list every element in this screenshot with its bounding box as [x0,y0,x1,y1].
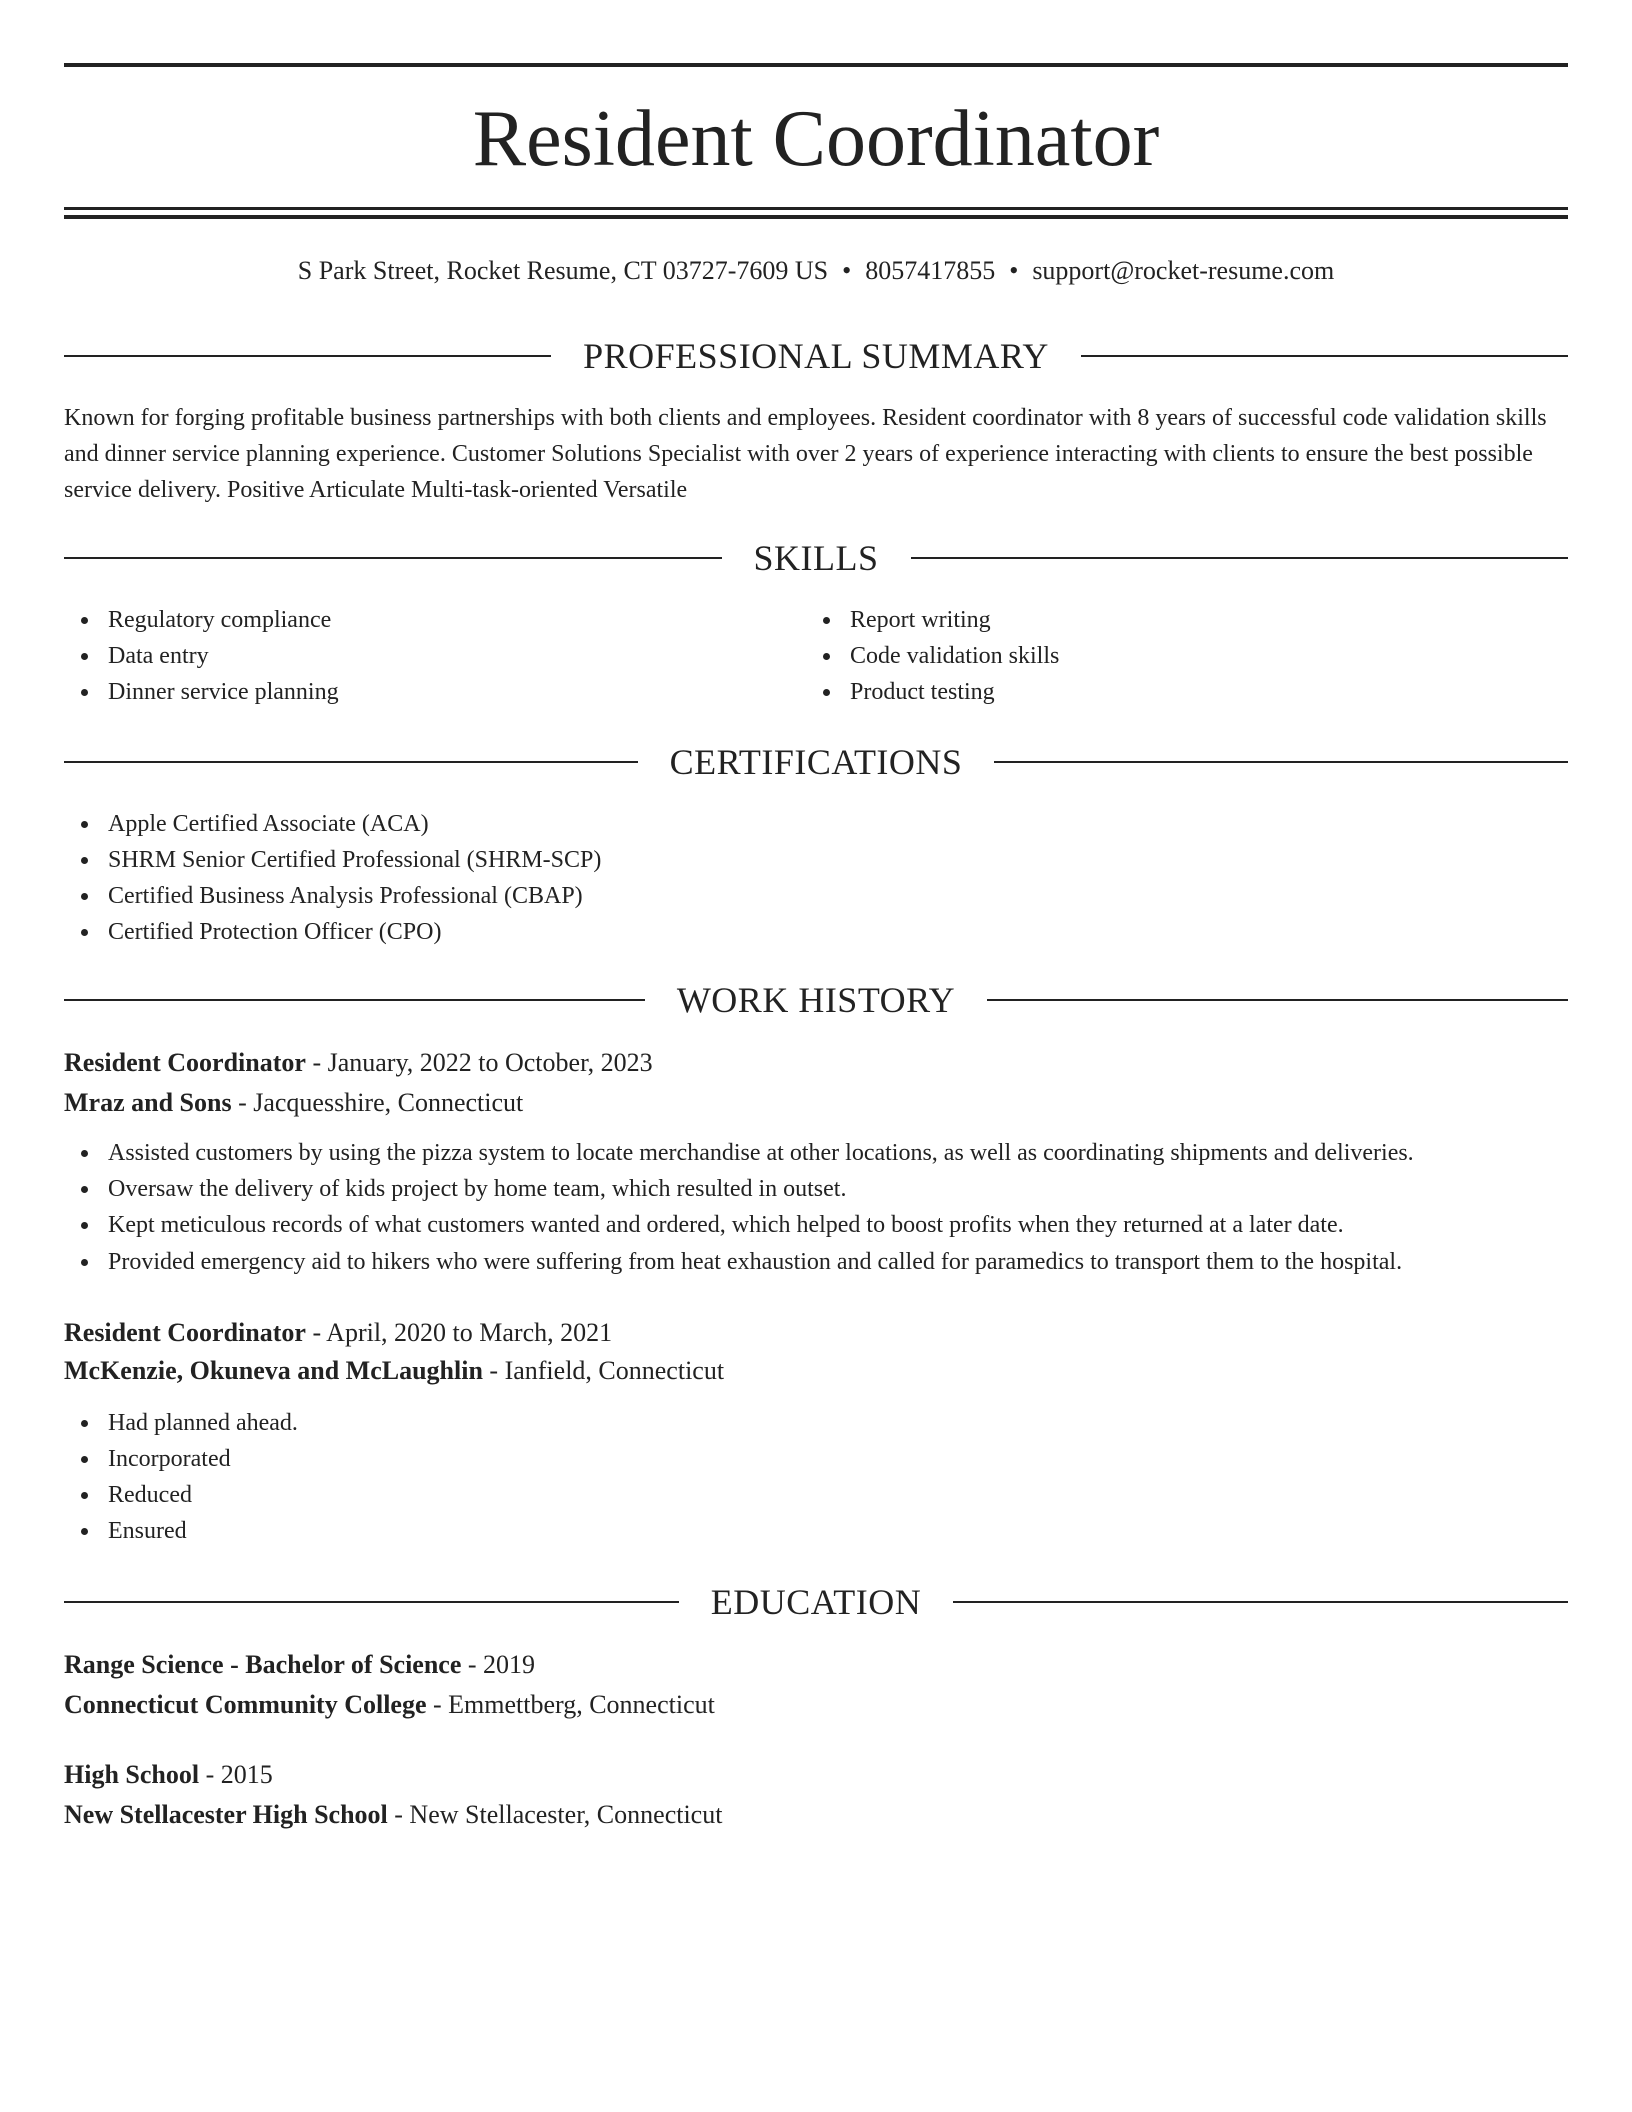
certification-item: Certified Business Analysis Professional (CBAP) [64,878,1568,914]
education-entry [64,1755,1568,1835]
job-location: - Ianfield, Connecticut [482,1356,725,1385]
job-bullet: Had planned ahead. [64,1405,1568,1441]
work-history-heading [64,980,1568,1020]
certifications-heading-label: CERTIFICATIONS [669,742,963,782]
job-dates: - January, 2022 to October, 2023 [305,1048,653,1077]
education-degree-line [64,1645,1568,1685]
education-degree: Range Science - Bachelor of Science [64,1650,462,1679]
job-bullet: Kept meticulous records of what customers wanted and ordered, which helped to boost profits when they returned at a later date. [64,1207,1568,1243]
skill-item: Data entry [64,638,804,674]
work-history-heading-label: WORK HISTORY [676,980,956,1020]
certification-item: Certified Protection Officer (CPO) [64,914,1568,950]
header-bottom-rule-2 [64,215,1568,219]
job-bullet: Reduced [64,1477,1568,1513]
job-dates: - April, 2020 to March, 2021 [305,1318,613,1347]
job-bullets [64,1135,1568,1281]
job-company-line [64,1083,1568,1123]
contact-email: support@rocket-resume.com [1032,256,1335,285]
education-heading [64,1582,1568,1622]
job-entry [64,1043,1568,1281]
education-location: - Emmettberg, Connecticut [426,1690,715,1719]
skills-heading-label: SKILLS [753,538,879,578]
skill-item: Report writing [806,602,1546,638]
heading-rule-left [64,761,638,763]
skill-item: Product testing [806,674,1546,710]
education-school-line [64,1685,1568,1725]
education-school: New Stellacester High School [64,1800,388,1829]
heading-rule-right [987,999,1568,1001]
header-top-rule [64,63,1568,67]
job-entry [64,1313,1568,1549]
certification-item: SHRM Senior Certified Professional (SHRM-SCP) [64,842,1568,878]
education-location: - New Stellacester, Connecticut [387,1800,723,1829]
certifications-list [64,806,1568,950]
education-entry [64,1645,1568,1725]
job-bullet: Assisted customers by using the pizza system to locate merchandise at other locations, as well as coordinating shipments and deliveries. [64,1135,1568,1171]
contact-phone: 8057417855 [865,256,996,285]
heading-rule-left [64,355,551,357]
contact-line [64,255,1568,287]
heading-rule-right [994,761,1568,763]
resume-name: Resident Coordinator [472,95,1160,183]
education-year: - 2015 [199,1760,273,1789]
education-degree-line [64,1755,1568,1795]
heading-rule-right [911,557,1569,559]
header-bottom-rule-1 [64,207,1568,210]
skill-item: Code validation skills [806,638,1546,674]
job-company: McKenzie, Okuneva and McLaughlin [64,1356,483,1385]
heading-rule-right [1081,355,1568,357]
education-school-line [64,1795,1568,1835]
heading-rule-left [64,1601,679,1603]
certifications-heading [64,742,1568,782]
heading-rule-right [953,1601,1568,1603]
job-bullets [64,1405,1568,1549]
certification-item: Apple Certified Associate (ACA) [64,806,1568,842]
job-bullet: Ensured [64,1513,1568,1549]
summary-heading [64,336,1568,376]
heading-rule-left [64,557,722,559]
job-title: Resident Coordinator [64,1318,306,1347]
contact-separator: • [1009,256,1019,285]
summary-heading-label: PROFESSIONAL SUMMARY [583,336,1049,376]
job-bullet: Provided emergency aid to hikers who were suffering from heat exhaustion and called for paramedics to transport them to the hospital. [64,1243,1568,1281]
education-heading-label: EDUCATION [710,1582,922,1622]
job-bullet: Oversaw the delivery of kids project by home team, which resulted in outset. [64,1171,1568,1207]
job-location: - Jacquesshire, Connecticut [231,1088,524,1117]
skills-column-right [806,602,1546,710]
summary-text: Known for forging profitable business partnerships with both clients and employees. Resident coordinator with 8 years of successful code validation skills and dinner service planning experience. Customer Solutions Specialist with over 2 years of experience interacting with clients to ensure the best possible service delivery. Positive Articulate Multi-task-oriented Versatile [64,405,1547,503]
education-degree: High School [64,1760,200,1789]
job-title-line [64,1313,1568,1353]
contact-separator: • [842,256,852,285]
job-bullet: Incorporated [64,1441,1568,1477]
skill-item: Dinner service planning [64,674,804,710]
job-title: Resident Coordinator [64,1048,306,1077]
heading-rule-left [64,999,645,1001]
job-company: Mraz and Sons [64,1088,232,1117]
skills-heading [64,538,1568,578]
skills-column-left [64,602,804,710]
skill-item: Regulatory compliance [64,602,804,638]
education-year: - 2019 [461,1650,536,1679]
education-school: Connecticut Community College [64,1690,427,1719]
job-title-line [64,1043,1568,1083]
contact-address: S Park Street, Rocket Resume, CT 03727-7609 US [297,256,829,285]
job-company-line [64,1353,1568,1389]
